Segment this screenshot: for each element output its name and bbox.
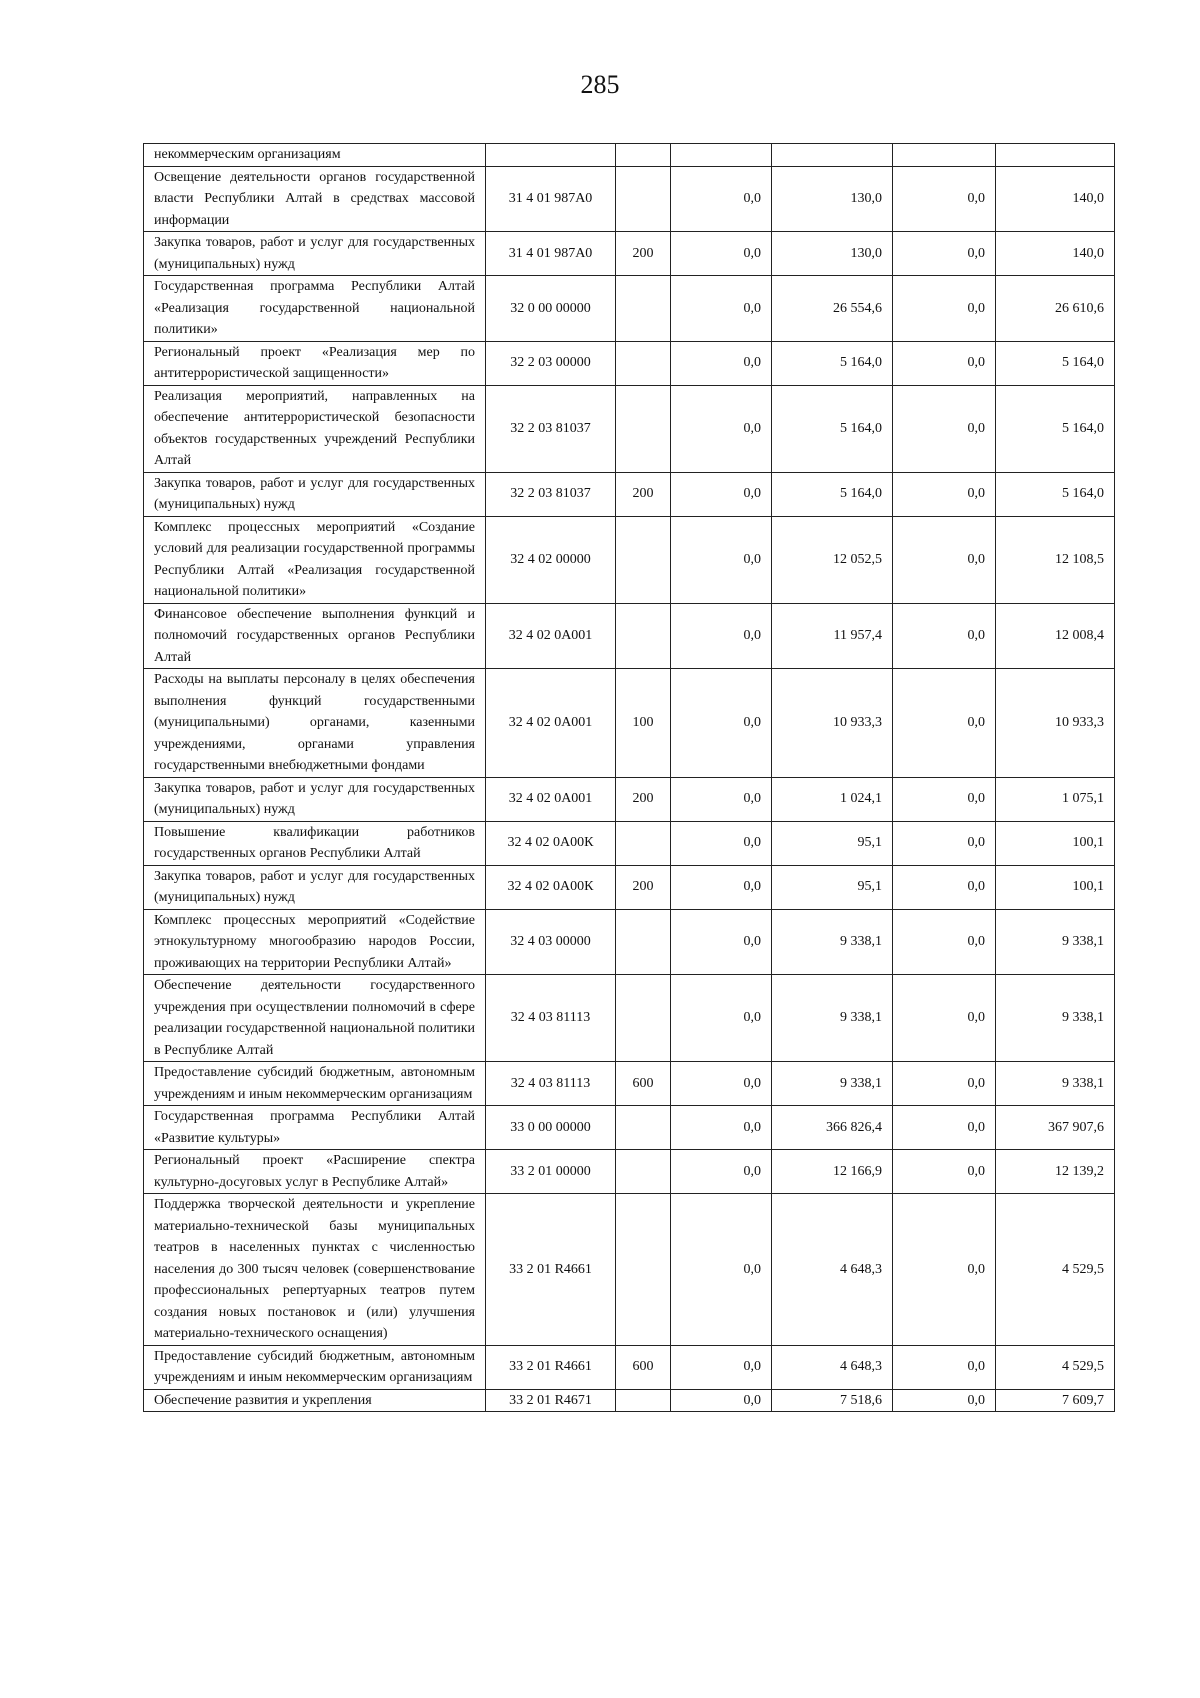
amount-cell: 140,0 <box>996 166 1115 232</box>
amount-cell: 0,0 <box>671 603 772 669</box>
table-row <box>144 777 1115 821</box>
amount-cell: 1 024,1 <box>772 777 893 821</box>
table-row <box>144 1150 1115 1194</box>
amount-cell: 0,0 <box>893 472 996 516</box>
expense-name-cell: некоммерческим организациям <box>144 144 486 167</box>
amount-cell: 0,0 <box>671 669 772 778</box>
table-row <box>144 516 1115 603</box>
amount-cell: 4 648,3 <box>772 1345 893 1389</box>
amount-cell: 7 609,7 <box>996 1389 1115 1412</box>
amount-cell: 0,0 <box>893 1062 996 1106</box>
target-code-cell: 33 2 01 R4661 <box>486 1345 616 1389</box>
amount-cell: 0,0 <box>671 385 772 472</box>
expense-name-cell: Государственная программа Республики Алтай «Развитие культуры» <box>144 1106 486 1150</box>
amount-cell: 0,0 <box>671 1194 772 1346</box>
amount-cell: 12 052,5 <box>772 516 893 603</box>
amount-cell: 1 075,1 <box>996 777 1115 821</box>
table-row <box>144 166 1115 232</box>
table-row <box>144 669 1115 778</box>
page-number: 285 <box>580 70 620 99</box>
expense-type-cell <box>616 341 671 385</box>
expense-type-cell <box>616 276 671 342</box>
target-code-cell: 32 0 00 00000 <box>486 276 616 342</box>
target-code-cell: 32 4 02 0А00К <box>486 865 616 909</box>
expense-name-cell: Обеспечение развития и укрепления <box>144 1389 486 1412</box>
amount-cell: 26 610,6 <box>996 276 1115 342</box>
amount-cell: 0,0 <box>893 777 996 821</box>
table-row <box>144 472 1115 516</box>
amount-cell: 0,0 <box>671 1345 772 1389</box>
expense-type-cell <box>616 144 671 167</box>
table-row <box>144 341 1115 385</box>
expense-type-cell <box>616 166 671 232</box>
amount-cell: 0,0 <box>671 341 772 385</box>
amount-cell: 0,0 <box>671 777 772 821</box>
amount-cell: 0,0 <box>893 865 996 909</box>
amount-cell: 0,0 <box>671 516 772 603</box>
amount-cell: 0,0 <box>893 232 996 276</box>
expense-name-cell: Обеспечение деятельности государственного учреждения при осуществлении полномочий в сфере реализации государственной национальной политики в Республике Алтай <box>144 975 486 1062</box>
expense-type-cell <box>616 821 671 865</box>
expense-name-cell: Поддержка творческой деятельности и укрепление материально-технической базы муниципальных театров в населенных пунктах с численностью населения до 300 тысяч человек (совершенствование профессиональных репертуарных театров путем создания новых постановок и (или) улучшения материально-технического оснащения) <box>144 1194 486 1346</box>
amount-cell: 95,1 <box>772 865 893 909</box>
table-row <box>144 865 1115 909</box>
table-row <box>144 1194 1115 1346</box>
amount-cell: 26 554,6 <box>772 276 893 342</box>
amount-cell: 4 648,3 <box>772 1194 893 1346</box>
target-code-cell: 33 0 00 00000 <box>486 1106 616 1150</box>
amount-cell: 0,0 <box>671 276 772 342</box>
amount-cell: 0,0 <box>671 232 772 276</box>
expense-type-cell: 200 <box>616 472 671 516</box>
amount-cell: 0,0 <box>671 975 772 1062</box>
table-row <box>144 603 1115 669</box>
expense-type-cell: 200 <box>616 865 671 909</box>
expense-name-cell: Комплекс процессных мероприятий «Содействие этнокультурному многообразию народов России, проживающих на территории Республики Алтай» <box>144 909 486 975</box>
amount-cell: 4 529,5 <box>996 1345 1115 1389</box>
amount-cell: 0,0 <box>671 909 772 975</box>
expense-type-cell <box>616 1106 671 1150</box>
amount-cell: 7 518,6 <box>772 1389 893 1412</box>
table-row <box>144 385 1115 472</box>
amount-cell: 0,0 <box>671 1062 772 1106</box>
amount-cell: 0,0 <box>671 1389 772 1412</box>
amount-cell: 10 933,3 <box>996 669 1115 778</box>
amount-cell: 11 957,4 <box>772 603 893 669</box>
target-code-cell: 32 4 02 0А001 <box>486 777 616 821</box>
amount-cell: 95,1 <box>772 821 893 865</box>
expense-name-cell: Закупка товаров, работ и услуг для государственных (муниципальных) нужд <box>144 777 486 821</box>
amount-cell: 9 338,1 <box>772 1062 893 1106</box>
expense-name-cell: Реализация мероприятий, направленных на обеспечение антитеррористической безопасности объектов государственных учреждений Республики Алтай <box>144 385 486 472</box>
expense-type-cell: 100 <box>616 669 671 778</box>
amount-cell: 5 164,0 <box>996 472 1115 516</box>
amount-cell: 0,0 <box>893 1389 996 1412</box>
amount-cell: 100,1 <box>996 865 1115 909</box>
amount-cell: 4 529,5 <box>996 1194 1115 1346</box>
amount-cell: 5 164,0 <box>996 385 1115 472</box>
target-code-cell: 33 2 01 R4661 <box>486 1194 616 1346</box>
amount-cell <box>893 144 996 167</box>
amount-cell: 0,0 <box>671 472 772 516</box>
expense-type-cell <box>616 603 671 669</box>
expense-name-cell: Закупка товаров, работ и услуг для государственных (муниципальных) нужд <box>144 865 486 909</box>
table-row <box>144 821 1115 865</box>
target-code-cell <box>486 144 616 167</box>
target-code-cell: 33 2 01 00000 <box>486 1150 616 1194</box>
amount-cell: 0,0 <box>671 1106 772 1150</box>
amount-cell: 0,0 <box>671 865 772 909</box>
expense-type-cell <box>616 385 671 472</box>
expense-name-cell: Региональный проект «Реализация мер по антитеррористической защищенности» <box>144 341 486 385</box>
expense-type-cell <box>616 516 671 603</box>
target-code-cell: 32 2 03 81037 <box>486 385 616 472</box>
expense-name-cell: Закупка товаров, работ и услуг для государственных (муниципальных) нужд <box>144 472 486 516</box>
amount-cell: 12 139,2 <box>996 1150 1115 1194</box>
amount-cell: 0,0 <box>671 1150 772 1194</box>
amount-cell: 130,0 <box>772 232 893 276</box>
expense-type-cell <box>616 909 671 975</box>
amount-cell: 0,0 <box>893 516 996 603</box>
amount-cell: 12 166,9 <box>772 1150 893 1194</box>
expense-name-cell: Расходы на выплаты персоналу в целях обеспечения выполнения функций государственными (муниципальными) органами, казенными учреждениями, органами управления государственными внебюджетными фондами <box>144 669 486 778</box>
target-code-cell: 32 2 03 00000 <box>486 341 616 385</box>
amount-cell <box>772 144 893 167</box>
table-row <box>144 276 1115 342</box>
amount-cell: 9 338,1 <box>772 909 893 975</box>
target-code-cell: 32 4 02 0А00К <box>486 821 616 865</box>
target-code-cell: 33 2 01 R4671 <box>486 1389 616 1412</box>
amount-cell: 0,0 <box>671 821 772 865</box>
amount-cell <box>671 144 772 167</box>
amount-cell: 5 164,0 <box>996 341 1115 385</box>
amount-cell: 0,0 <box>893 276 996 342</box>
table-row <box>144 975 1115 1062</box>
amount-cell: 12 008,4 <box>996 603 1115 669</box>
expense-type-cell <box>616 1150 671 1194</box>
expense-name-cell: Региональный проект «Расширение спектра культурно-досуговых услуг в Республике Алтай» <box>144 1150 486 1194</box>
target-code-cell: 32 4 02 0А001 <box>486 669 616 778</box>
amount-cell: 367 907,6 <box>996 1106 1115 1150</box>
expense-type-cell <box>616 1194 671 1346</box>
table-row <box>144 1345 1115 1389</box>
amount-cell: 5 164,0 <box>772 385 893 472</box>
budget-table <box>143 143 1115 1412</box>
amount-cell: 366 826,4 <box>772 1106 893 1150</box>
amount-cell: 0,0 <box>893 975 996 1062</box>
amount-cell: 9 338,1 <box>996 975 1115 1062</box>
expense-type-cell: 200 <box>616 232 671 276</box>
amount-cell: 0,0 <box>671 166 772 232</box>
amount-cell: 0,0 <box>893 1345 996 1389</box>
expense-name-cell: Предоставление субсидий бюджетным, автономным учреждениям и иным некоммерческим организациям <box>144 1345 486 1389</box>
amount-cell: 0,0 <box>893 341 996 385</box>
expense-type-cell <box>616 975 671 1062</box>
amount-cell: 0,0 <box>893 669 996 778</box>
amount-cell: 5 164,0 <box>772 472 893 516</box>
amount-cell: 0,0 <box>893 1150 996 1194</box>
amount-cell: 0,0 <box>893 385 996 472</box>
amount-cell: 0,0 <box>893 166 996 232</box>
expense-name-cell: Закупка товаров, работ и услуг для государственных (муниципальных) нужд <box>144 232 486 276</box>
amount-cell: 0,0 <box>893 821 996 865</box>
target-code-cell: 32 4 02 0А001 <box>486 603 616 669</box>
amount-cell: 5 164,0 <box>772 341 893 385</box>
amount-cell: 12 108,5 <box>996 516 1115 603</box>
amount-cell: 140,0 <box>996 232 1115 276</box>
amount-cell: 9 338,1 <box>772 975 893 1062</box>
expense-name-cell: Предоставление субсидий бюджетным, автономным учреждениям и иным некоммерческим организациям <box>144 1062 486 1106</box>
expense-name-cell: Государственная программа Республики Алтай «Реализация государственной национальной политики» <box>144 276 486 342</box>
amount-cell: 10 933,3 <box>772 669 893 778</box>
table-row <box>144 1389 1115 1412</box>
target-code-cell: 32 4 03 81113 <box>486 975 616 1062</box>
target-code-cell: 32 4 02 00000 <box>486 516 616 603</box>
expense-type-cell: 200 <box>616 777 671 821</box>
expense-name-cell: Комплекс процессных мероприятий «Создание условий для реализации государственной программы Республики Алтай «Реализация государственной национальной политики» <box>144 516 486 603</box>
table-row <box>144 909 1115 975</box>
amount-cell: 0,0 <box>893 1106 996 1150</box>
amount-cell: 9 338,1 <box>996 1062 1115 1106</box>
table-row <box>144 144 1115 167</box>
expense-type-cell: 600 <box>616 1345 671 1389</box>
amount-cell: 0,0 <box>893 909 996 975</box>
table-row <box>144 1106 1115 1150</box>
amount-cell: 0,0 <box>893 1194 996 1346</box>
amount-cell: 9 338,1 <box>996 909 1115 975</box>
table-row <box>144 232 1115 276</box>
target-code-cell: 31 4 01 987А0 <box>486 232 616 276</box>
amount-cell <box>996 144 1115 167</box>
amount-cell: 100,1 <box>996 821 1115 865</box>
amount-cell: 0,0 <box>893 603 996 669</box>
target-code-cell: 32 2 03 81037 <box>486 472 616 516</box>
expense-type-cell <box>616 1389 671 1412</box>
expense-name-cell: Освещение деятельности органов государственной власти Республики Алтай в средствах массовой информации <box>144 166 486 232</box>
expense-type-cell: 600 <box>616 1062 671 1106</box>
expense-name-cell: Финансовое обеспечение выполнения функций и полномочий государственных органов Республики Алтай <box>144 603 486 669</box>
target-code-cell: 32 4 03 00000 <box>486 909 616 975</box>
table-row <box>144 1062 1115 1106</box>
budget-table-body <box>144 144 1115 1412</box>
target-code-cell: 32 4 03 81113 <box>486 1062 616 1106</box>
amount-cell: 130,0 <box>772 166 893 232</box>
expense-name-cell: Повышение квалификации работников государственных органов Республики Алтай <box>144 821 486 865</box>
target-code-cell: 31 4 01 987А0 <box>486 166 616 232</box>
